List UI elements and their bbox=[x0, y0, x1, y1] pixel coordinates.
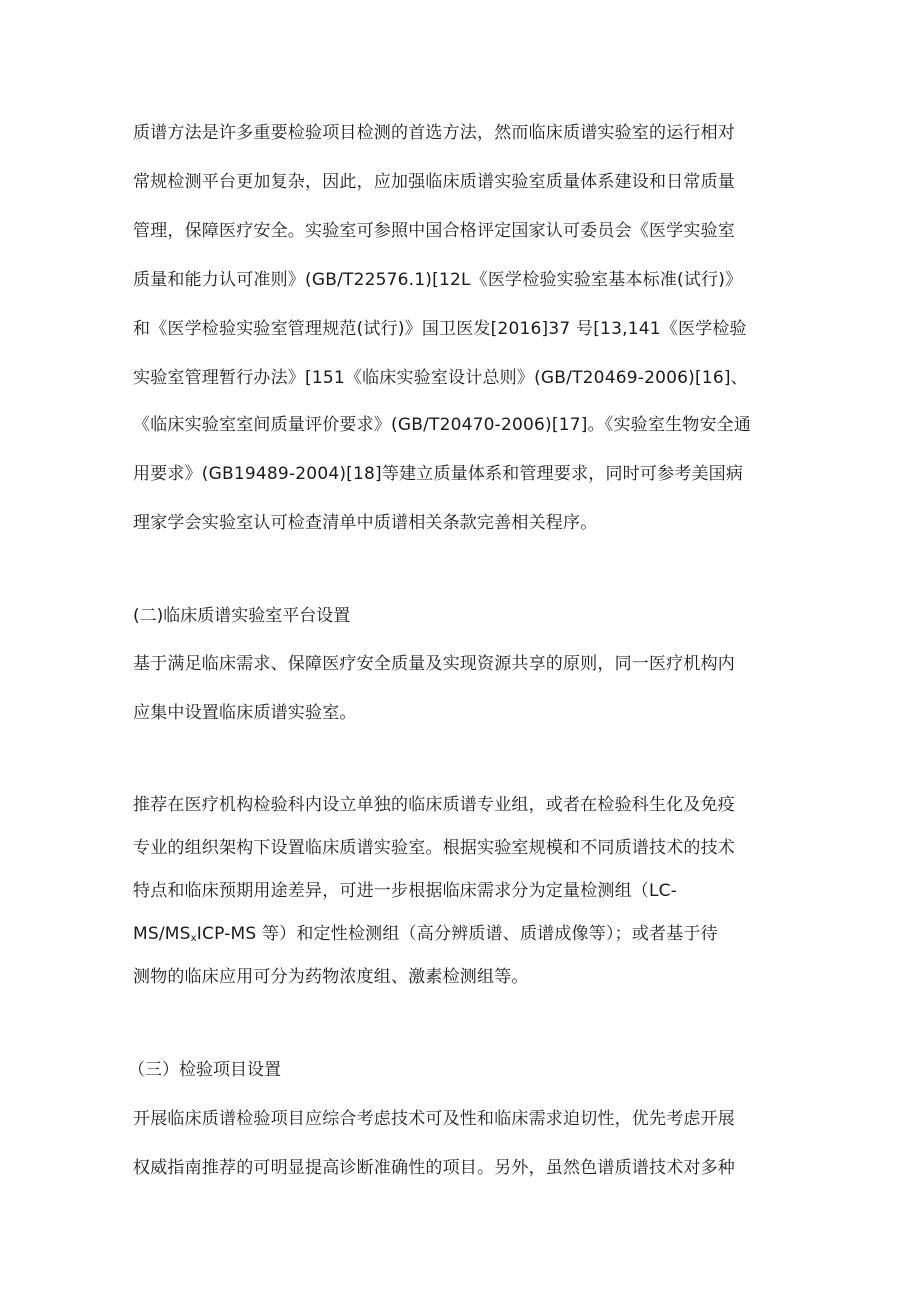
paragraph-1-line-5: 和《医学检验实验室管理规范(试行)》国卫医发[2016]37 号[13,141《医学检验 bbox=[133, 319, 747, 339]
paragraph-1-line-2: 常规检测平台更加复杂，因此，应加强临床质谱实验室质量体系建设和日常质量 bbox=[133, 172, 735, 192]
section-3-line-2: 权威指南推荐的可明显提高诊断准确性的项目。另外，虽然色谱质谱技术对多种 bbox=[133, 1158, 735, 1178]
paragraph-1-line-6: 实验室管理暂行办法》[151《临床实验室设计总则》(GB/T20469-2006)[16]、 bbox=[133, 368, 748, 388]
paragraph-1-line-3: 管理，保障医疗安全。实验室可参照中国合格评定国家认可委员会《医学实验室 bbox=[133, 221, 735, 241]
section-3-heading: （三）检验项目设置 bbox=[128, 1060, 281, 1080]
paragraph-1-line-4: 质量和能力认可准则》(GB/T22576.1)[12L《医学检验实验室基本标准(试行)》 bbox=[133, 270, 743, 290]
paragraph-3-line-4-rest: ICP-MS 等）和定性检测组（高分辨质谱、质谱成像等）；或者基于待 bbox=[196, 924, 718, 944]
section-2-line-1: 基于满足临床需求、保障医疗安全质量及实现资源共享的原则，同一医疗机构内 bbox=[133, 654, 735, 674]
paragraph-3-line-3: 特点和临床预期用途差异，可进一步根据临床需求分为定量检测组（LC- bbox=[133, 881, 678, 901]
paragraph-1-line-7: 《临床实验室室间质量评价要求》(GB/T20470-2006)[17]。《实验室生物安全通 bbox=[133, 415, 752, 435]
paragraph-3-line-1: 推荐在医疗机构检验科内设立单独的临床质谱专业组，或者在检验科生化及免疫 bbox=[133, 795, 735, 815]
paragraph-1-line-1: 质谱方法是许多重要检验项目检测的首选方法，然而临床质谱实验室的运行相对 bbox=[133, 123, 735, 143]
ms-ms-text: MS/MS bbox=[133, 924, 191, 944]
subscript-x: x bbox=[190, 933, 197, 944]
section-2-heading: (二)临床质谱实验室平台设置 bbox=[133, 606, 351, 626]
paragraph-1-line-9: 理家学会实验室认可检查清单中质谱相关条款完善相关程序。 bbox=[133, 513, 598, 533]
paragraph-1-line-8: 用要求》(GB19489-2004)[18]等建立质量体系和管理要求，同时可参考美国病 bbox=[133, 464, 744, 484]
section-2-line-2: 应集中设置临床质谱实验室。 bbox=[133, 703, 357, 723]
paragraph-3-line-4 bbox=[133, 922, 813, 951]
paragraph-3-line-5: 测物的临床应用可分为药物浓度组、激素检测组等。 bbox=[133, 967, 529, 987]
paragraph-3-line-2: 专业的组织架构下设置临床质谱实验室。根据实验室规模和不同质谱技术的技术 bbox=[133, 838, 735, 858]
section-3-line-1: 开展临床质谱检验项目应综合考虑技术可及性和临床需求迫切性，优先考虑开展 bbox=[133, 1109, 735, 1129]
